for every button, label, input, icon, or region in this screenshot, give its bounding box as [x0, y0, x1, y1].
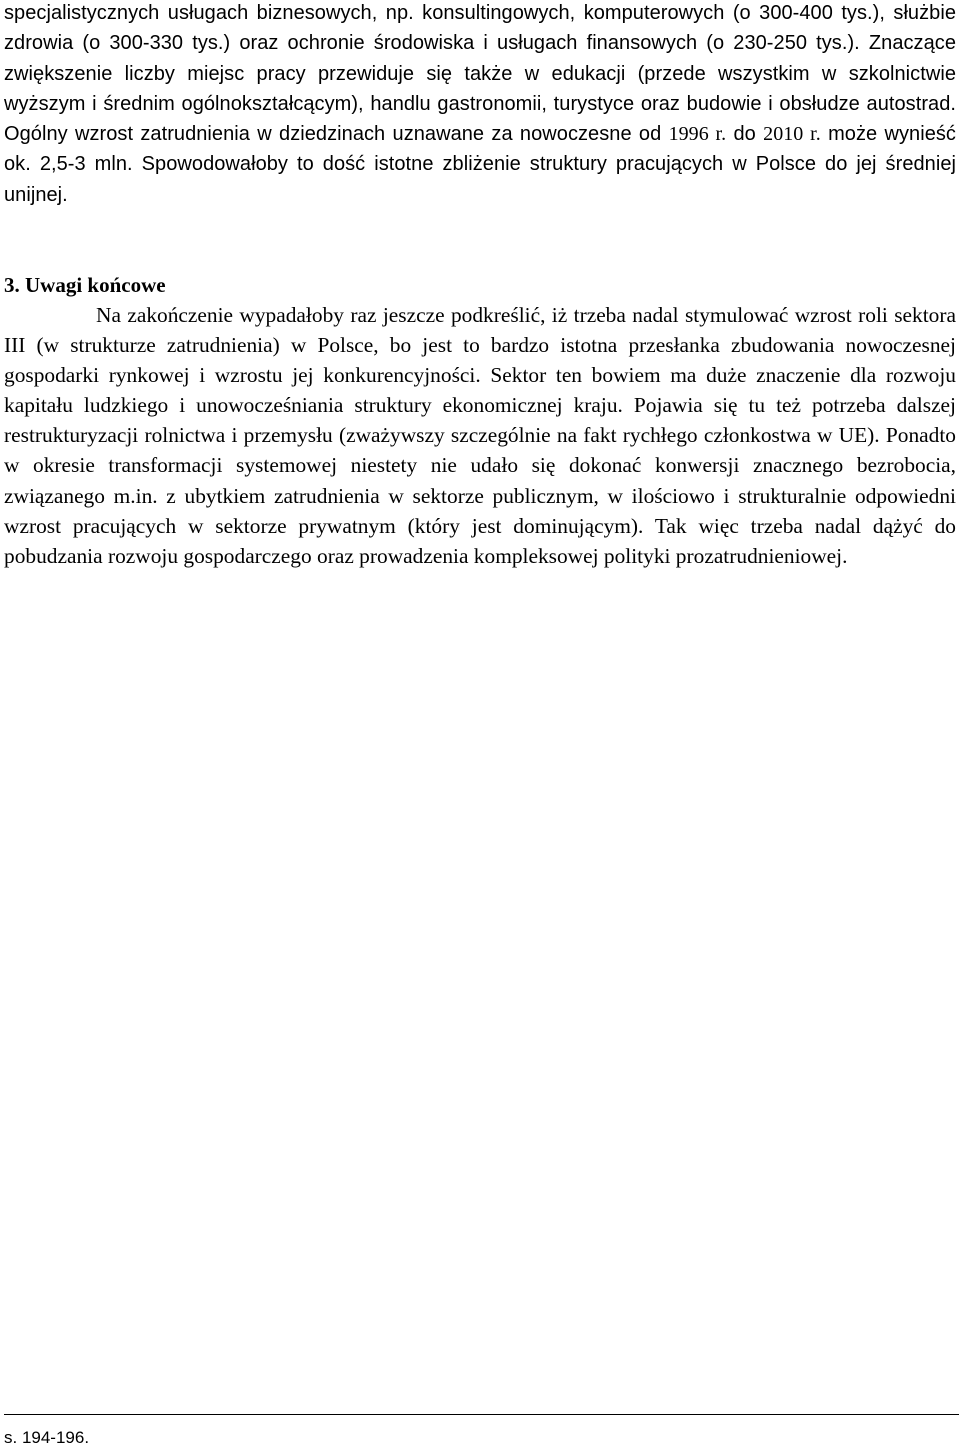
body-paragraph-final-remarks: Na zakończenie wypadałoby raz jeszcze podkreślić, iż trzeba nadal stymulować wzrost roli sektora III (w strukturze zatrudnienia) w Polsce, bo jest to bardzo istotna przesłanka zbudowania nowoczesnej gospodarki rynkowej i wzrostu jej konkurencyjności. Sektor ten bowiem ma duże znaczenie dla rozwoju kapitału ludzkiego i unowocześniania struktury ekonomicznej kraju. Pojawia się tu też potrzeba dalszej restrukturyzacji rolnictwa i przemysłu (zważywszy szczególnie na fakt rychłego członkostwa w UE). Ponadto w okresie transformacji systemowej niestety nie udało się dokonać konwersji znacznego bezrobocia, związanego m.in. z ubytkiem zatrudnienia w sektorze publicznym, w ilościowo i strukturalnie odpowiedni wzrost pracujących w sektorze prywatnym (który jest dominującym). Tak więc trzeba nadal dążyć do pobudzania rozwoju gospodarczego oraz prowadzenia kompleksowej polityki prozatrudnieniowej.	[4, 303, 956, 568]
year-1996: 1996 r.	[668, 123, 727, 146]
paragraph-text: specjalistycznych usługach biznesowych, np. konsultingowych, komputerowych (o 300-400 tys.), służbie zdrowia (o 300-330 tys.) oraz ochronie środowiska i usługach finansowych (o 230-250 tys.). Znaczące zwiększenie liczby miejsc pracy przewiduje się także w edukacji (przede wszystkim w szkolnictwie wyższym i średnim ogólnokształcącym), handlu gastronomii, turystyce oraz budowie i obsłudze autostrad. Ogólny wzrost zatrudnienia w dziedzinach uznawane za nowoczesne od	[4, 2, 956, 146]
paragraph-text-ending: może wynieść ok. 2,5-3 mln. Spowodowałoby to dość istotne zbliżenie struktury pracujących w Polsce do jej średniej unijnej.	[4, 123, 956, 206]
paragraph-text-connector: do	[726, 123, 764, 146]
footnote-divider	[4, 1414, 959, 1415]
year-2010: 2010 r.	[763, 123, 821, 146]
section-heading: 3. Uwagi końcowe	[4, 273, 166, 297]
body-paragraph-employment-forecast	[4, 0, 956, 210]
footnote-text: s. 194-196.	[4, 1428, 90, 1447]
